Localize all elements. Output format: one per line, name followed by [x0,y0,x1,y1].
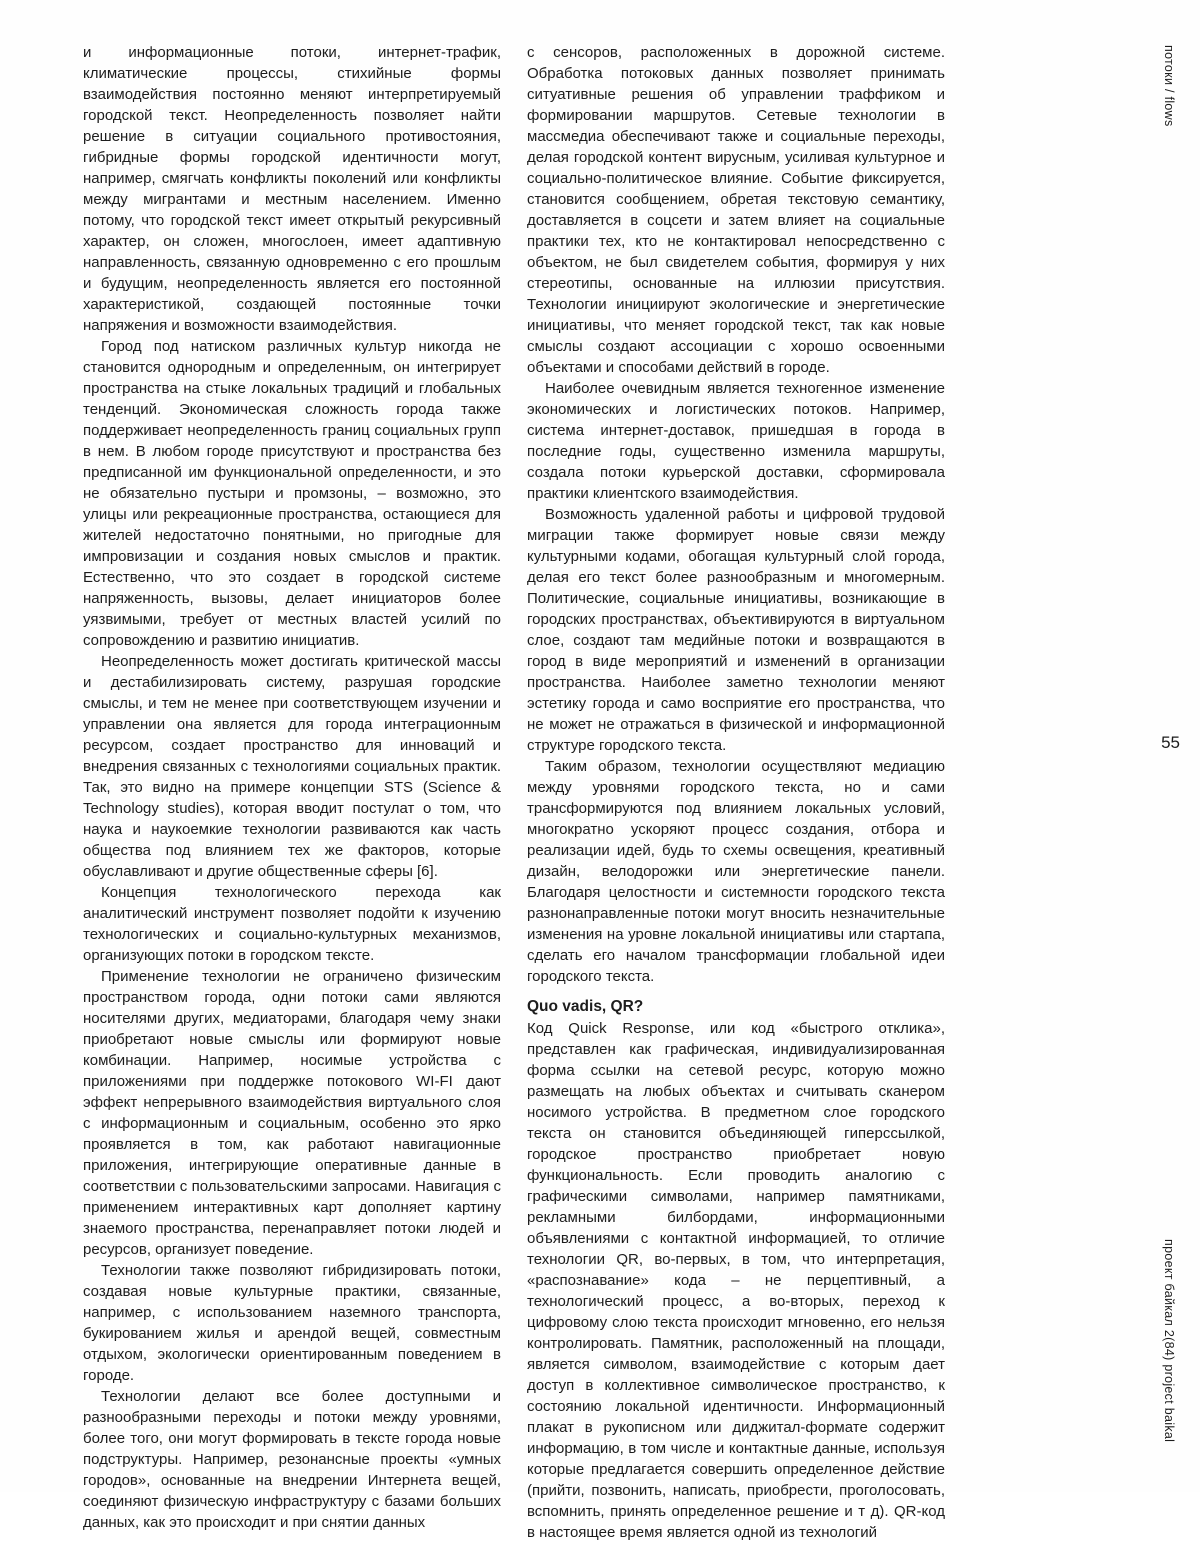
article-body [83,42,945,1543]
paragraph: и информационные потоки, интернет-трафик, климатические процессы, стихийные формы взаимодействия постоянно меняют интерпретируемый городской текст. Неопределенность позволяет найти решение в ситуации социального противостояния, гибридные формы городской идентичности могут, например, смягчать конфликты поколений или конфликты между мигрантами и местным населением. Именно потому, что городской текст имеет открытый рекурсивный характер, он сложен, многослоен, имеет адаптивную направленность, связанную одновременно с его прошлым и будущим, неопределенность является его постоянной характеристикой, создающей постоянные точки напряжения и возможности взаимодействия. [83,44,501,334]
paragraph: Технологии также позволяют гибридизировать потоки, создавая новые культурные практики, связанные, например, с использованием наземного транспорта, букированием жилья и арендой вещей, совместным отдыхом, экологически ориентированным поведением в городе. [83,1262,501,1384]
page-number: 55 [1161,733,1180,752]
paragraph: Код Quick Response, или код «быстрого отклика», представлен как графическая, индивидуализированная форма ссылки на сетевой ресурс, которую можно размещать на любых объектах и считывать сканером носимого устройства. В предметном слое городского текста он становится объединяющей гиперссылкой, городское пространство приобретает новую функциональность. Если проводить аналогию с графическими символами, например памятниками, рекламными билбордами, информационными объявлениями с контактной информацией, то отличие технологии QR, во-первых, в том, что интерпретация, «распознавание» кода – не перцептивный, а технологический процесс, а во-вторых, переход к цифровому слою текста происходит мгновенно, его нельзя контролировать. Памятник, расположенный на площади, является символом, взаимодействие с которым дает доступ в коллективное символическое пространство, к состоянию локальной идентичности. Информационный плакат в рукописном или диджитал-формате содержит информацию, в том числе и контактные данные, используя которые предлагается совершить определенное действие (прийти, позвонить, написать, приобрести, проголосовать, вспомнить, принять определенное решение и т д). QR-код в настоящее время является одной из технологий [527,1020,945,1541]
paragraph: Технологии делают все более доступными и разнообразными переходы и потоки между уровнями, более того, они могут формировать в тексте города новые подструктуры. Например, резонансные проекты «умных городов», основанные на внедрении Интернета вещей, соединяют физическую инфраструктуру с базами больших данных, как это происходит и при снятии данных [83,1388,501,1531]
paragraph: Наиболее очевидным является техногенное изменение экономических и логистических потоков. Например, система интернет-доставок, пришедшая в города в последние годы, существенно изменила маршруты, создала потоки курьерской доставки, сформировала практики клиентского взаимодействия. [527,380,945,502]
paragraph: с сенсоров, расположенных в дорожной системе. Обработка потоковых данных позволяет принимать ситуативные решения об управлении траффиком и формировании маршрутов. Сетевые технологии в массмедиа обеспечивают также и социальные переходы, делая городской контент вирусным, усиливая культурное и социально-политическое влияние. Событие фиксируется, становится сообщением, обретая текстовую семантику, доставляется в соцсети и затем влияет на социальные практики тех, кто не контактировал непосредственно с объектом, не был свидетелем события, формируя у них стереотипы, основанные на иллюзии присутствия. Технологии инициируют экологические и энергетические инициативы, что меняет городской текст, так как новые смыслы создают ассоциации с хорошо освоенными объектами и способами действий в городе. [527,44,945,376]
paragraph: Город под натиском различных культур никогда не становится однородным и определенным, он интегрирует пространства на стыке локальных традиций и глобальных тенденций. Экономическая сложность города также поддерживает неопределенность границ социальных групп в нем. В любом городе присутствуют и пространства без предписанной им функциональной определенности, и это не обязательно пустыри и промзоны, – возможно, это улицы или рекреационные пространства, остающиеся для жителей недостаточно понятными, но пригодные для импровизации и создания новых смыслов и практик. Естественно, что это создает в городской системе напряженность, вызовы, делает инициаторов более уязвимыми, требует от местных властей усилий по сопровождению и развитию инициатив. [83,338,501,649]
paragraph: Применение технологии не ограничено физическим пространством города, одни потоки сами являются носителями других, медиаторами, благодаря чему знаки приобретают новые смыслы или формируют новые комбинации. Например, носимые устройства с приложениями при поддержке потокового WI-FI дают эффект непрерывного взаимодействия виртуального слоя с информационным и социальным, особенно это ярко проявляется в том, как работают навигационные приложения, интегрирующие оперативные данные в соответствии с пользовательскими запросами. Навигация с применением интерактивных карт дополняет картину знаемого пространства, перенаправляет потоки людей и ресурсов, организует поведение. [83,968,501,1258]
paragraph: Концепция технологического перехода как аналитический инструмент позволяет подойти к изучению технологических и социально-культурных механизмов, организующих потоки в городском тексте. [83,884,501,964]
paragraph: Таким образом, технологии осуществляют медиацию между уровнями городского текста, но и сами трансформируются под влиянием локальных условий, многократно ускоряют процесс создания, отбора и реализации идей, будь то схемы освещения, креативный дизайн, велодорожки или энергетические панели. Благодаря целостности и системности городского текста разнонаправленные потоки могут вносить незначительные изменения на уровне локальной инициативы или стартапа, сделать его началом трансформации глобальной идеи городского текста. [527,758,945,985]
left-column [83,42,501,1543]
running-head: потоки / flows [1162,45,1176,127]
paragraph: Неопределенность может достигать критической массы и дестабилизировать систему, разрушая городские смыслы, и тем не менее при соответствующем изучении и управлении она является для города интеграционным ресурсом, создает пространство для инноваций и внедрения связанных с технологиями социальных практик. Так, это видно на примере концепции STS (Science & Technology studies), которая вводит постулат о том, что наука и наукоемкие технологии развиваются как часть общества под влиянием тех же факторов, которые обуславливают и другие общественные сферы [6]. [83,653,501,880]
paragraph: Возможность удаленной работы и цифровой трудовой миграции также формирует новые связи между культурными кодами, обогащая культурный слой города, делая его текст более разнообразным и многомерным. Политические, социальные инициативы, возникающие в городских пространствах, объективируются в виртуальном слое, создают там медийные потоки и возвращаются в город в виде мероприятий и изменений в организации пространства. Наиболее заметно технологии меняют эстетику города и само восприятие его пространства, что не может не отражаться в физической и информационной структуре городского текста. [527,506,945,754]
journal-footer: проект байкал 2(84) project baikal [1162,1238,1176,1442]
right-column [527,42,945,1543]
section-heading: Quo vadis, QR? [527,998,644,1015]
